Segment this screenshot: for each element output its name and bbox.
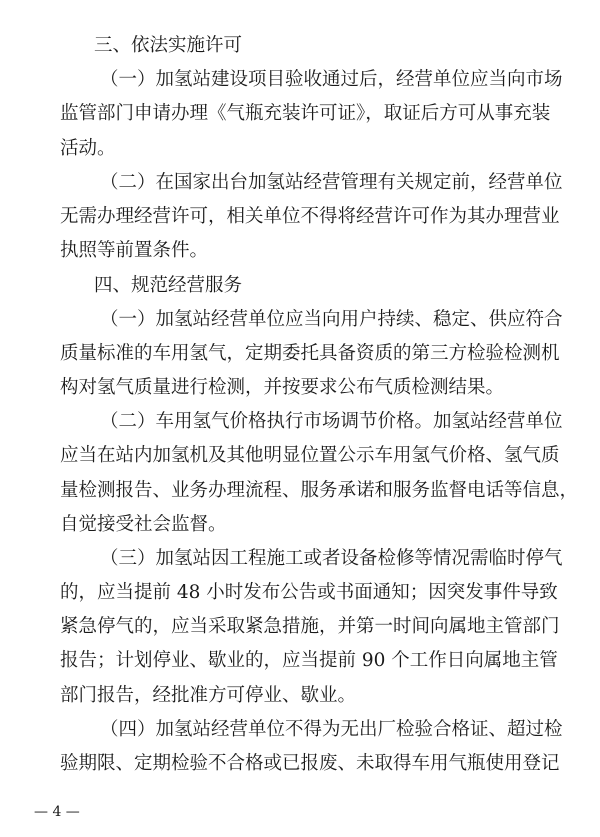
paragraph-line: 质量标准的车用氢气，定期委托具备资质的第三方检验检测机	[60, 343, 560, 364]
paragraph-line: （二）车用氢气价格执行市场调节价格。加氢站经营单位	[100, 411, 563, 432]
paragraph-line: 部门报告，经批准方可停业、歇业。	[60, 685, 357, 706]
section-heading-4: 四、规范经营服务	[94, 275, 243, 296]
paragraph-line: 应当在站内加氢机及其他明显位置公示车用氢气价格、氢气质	[60, 445, 560, 466]
paragraph-line: 执照等前置条件。	[60, 240, 209, 261]
paragraph-line: 紧急停气的，应当采取紧急措施，并第一时间向属地主管部门	[60, 616, 560, 637]
paragraph-line: 报告；计划停业、歇业的，应当提前 90 个工作日向属地主管	[60, 650, 558, 671]
paragraph-line: 自觉接受社会监督。	[60, 514, 227, 535]
paragraph-line: （三）加氢站因工程施工或者设备检修等情况需临时停气	[100, 548, 563, 569]
paragraph-line: （二）在国家出台加氢站经营管理有关规定前，经营单位	[100, 172, 563, 193]
paragraph-line: 监管部门申请办理《气瓶充装许可证》，取证后方可从事充装	[60, 103, 551, 124]
paragraph-line: （一）加氢站建设项目验收通过后，经营单位应当向市场	[100, 69, 563, 90]
paragraph-line: 的，应当提前 48 小时发布公告或书面通知；因突发事件导致	[60, 582, 558, 603]
paragraph-line: 构对氢气质量进行检测，并按要求公布气质检测结果。	[60, 377, 505, 398]
page-number: — 4 —	[34, 804, 80, 820]
paragraph-line: 验期限、定期检验不合格或已报废、未取得车用气瓶使用登记	[60, 753, 560, 774]
paragraph-line: （一）加氢站经营单位应当向用户持续、稳定、供应符合	[100, 309, 563, 330]
paragraph-line: 活动。	[60, 138, 116, 159]
section-heading-3: 三、依法实施许可	[94, 35, 243, 56]
paragraph-line: 量检测报告、业务办理流程、服务承诺和服务监督电话等信息，	[60, 480, 579, 501]
paragraph-line: 无需办理经营许可，相关单位不得将经营许可作为其办理营业	[60, 206, 560, 227]
paragraph-line: （四）加氢站经营单位不得为无出厂检验合格证、超过检	[100, 719, 563, 740]
